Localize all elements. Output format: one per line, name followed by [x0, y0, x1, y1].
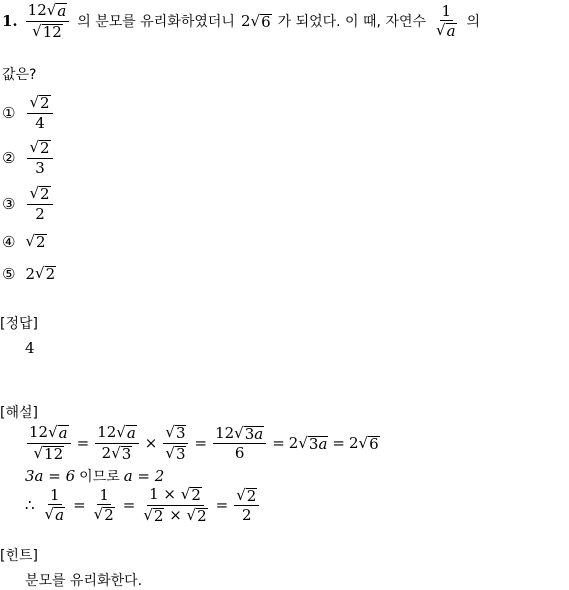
- question-text-1: 의 분모를 유리화하였더니: [77, 14, 235, 31]
- question-line: [2, 2, 480, 41]
- question-line-2: 값은?: [2, 67, 37, 83]
- question-number: 1.: [2, 12, 18, 31]
- choice-4[interactable]: ④ √ 2: [2, 231, 46, 251]
- explanation-label: [해설]: [0, 405, 38, 421]
- question-fraction: 12 √ a √ 12: [26, 2, 70, 41]
- choice-2[interactable]: ② √ 2 3: [2, 139, 55, 176]
- choice-3[interactable]: ③ √ 2 2: [2, 185, 55, 222]
- hint-label: [힌트]: [0, 548, 38, 564]
- explanation-line-2: 3a = 6 이므로 a = 2: [25, 467, 165, 485]
- answer-value: 4: [25, 339, 35, 357]
- question-result: 2 √ 6: [240, 11, 271, 31]
- answer-label: [정답]: [0, 316, 38, 332]
- choice-5[interactable]: ⑤ 2 √ 2: [2, 263, 56, 283]
- question-text-3: 의: [466, 14, 481, 31]
- question-text-2: 가 되었다. 이 때, 자연수: [277, 14, 427, 31]
- explanation-line-1: 12 √ a √ 12 = 12 √ a 2 √ 3 × √ 3 √ 3 = 12 √ 3a 6 = 2 √ 3a = 2 √ 6: [29, 423, 379, 463]
- explanation-line-3: ∴ 1 √ a = 1 √ 2 = 1 × √ 2 √ 2 × √ 2 = √ 2 2: [25, 486, 261, 525]
- choice-1[interactable]: ① √ 2 4: [2, 94, 55, 131]
- question-target-fraction: 1 √ a: [436, 1, 456, 41]
- hint-text: 분모를 유리화한다.: [25, 573, 143, 589]
